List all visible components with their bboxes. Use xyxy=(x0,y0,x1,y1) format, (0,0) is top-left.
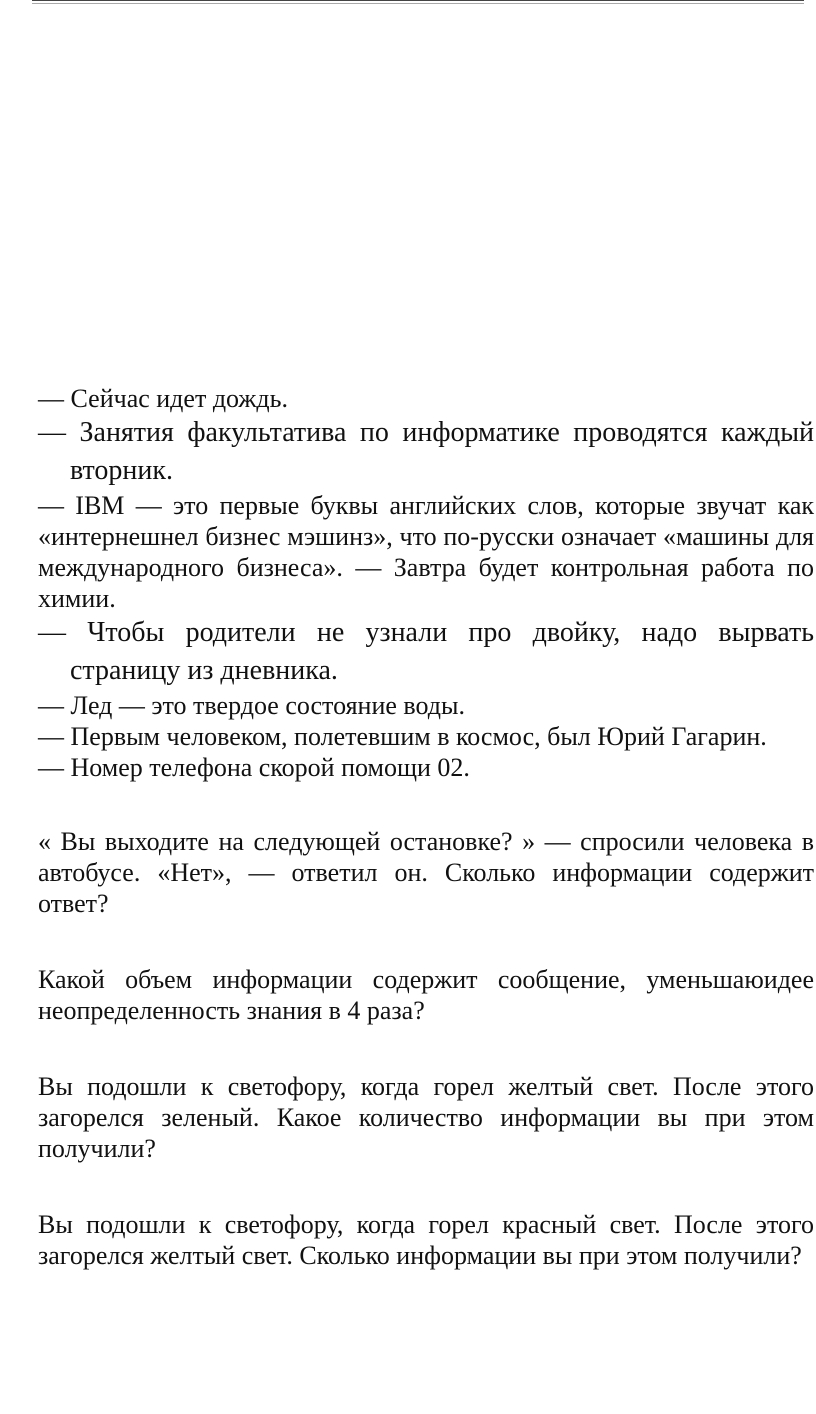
page-content xyxy=(38,383,814,1271)
statements-list xyxy=(38,383,814,783)
statement-6: — Первым человеком, полетевшим в космос, был Юрий Гагарин. xyxy=(38,722,767,751)
question-1: « Вы выходите на следующей остановке? » — спросили человека в автобусе. «Нет», — ответил он. Сколько информации содержит ответ? xyxy=(38,827,814,918)
question-3: Вы подошли к светофору, когда горел желтый свет. После этого загорелся зеленый. Какое количество информации вы при этом получили? xyxy=(38,1072,814,1163)
statement-1: — Сейчас идет дождь. xyxy=(38,384,288,413)
statement-7: — Номер телефона скорой помощи 02. xyxy=(38,753,470,782)
statement-4: — Чтобы родители не узнали про двойку, надо вырвать страницу из дневника. xyxy=(38,617,814,686)
statement-5: — Лед — это твердое состояние воды. xyxy=(38,691,465,720)
statement-2: — Занятия факультатива по информатике проводятся каждый вторник. xyxy=(38,417,814,486)
statement-3: — IBM — это первые буквы английских слов, которые звучат как «интернешнел бизнес мэшинз», что по-русски означает «машины для международного бизнеса». — Завтра будет контрольная работа по химии. xyxy=(38,491,814,613)
question-2: Какой объем информации содержит сообщение, уменьшаюидее неопределенность знания в 4 раза? xyxy=(38,965,814,1025)
page-top-rule xyxy=(32,0,804,4)
question-4: Вы подошли к светофору, когда горел красный свет. После этого загорелся желтый свет. Сколько информации вы при этом получили? xyxy=(38,1210,814,1270)
